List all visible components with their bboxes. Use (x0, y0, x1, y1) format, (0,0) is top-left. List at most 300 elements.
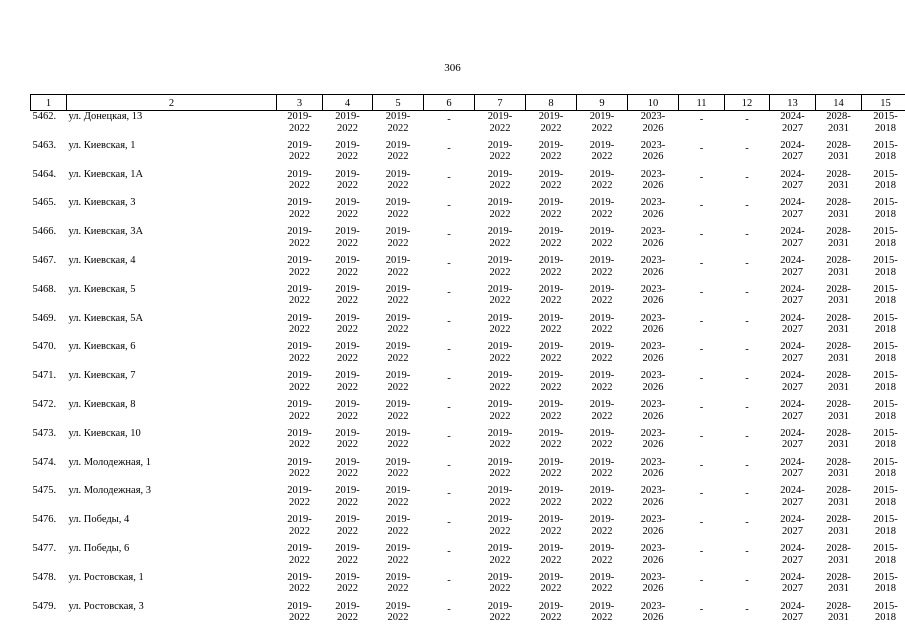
year-cell-col-4 (323, 284, 373, 313)
year-cell-col-4 (323, 572, 373, 601)
year-start: 2019- (287, 370, 312, 382)
year-cell-col-4 (323, 255, 373, 284)
year-end: 2018 (875, 439, 896, 451)
year-cell-col-3 (277, 370, 323, 399)
year-cell-col-12 (725, 399, 770, 428)
year-start: 2024- (780, 254, 805, 266)
year-cell-col-15 (862, 341, 905, 370)
year-end: 2022 (591, 295, 613, 307)
year-end: 2031 (828, 496, 849, 508)
year-end: 2031 (828, 352, 849, 364)
year-end: 2027 (782, 237, 803, 249)
year-cell-col-11 (679, 341, 725, 370)
year-end: 2022 (540, 122, 562, 134)
year-cell-col-9 (577, 313, 628, 342)
year-cell-col-7 (475, 169, 526, 198)
year-start: 2024- (780, 341, 805, 353)
year-cell-col-3 (277, 255, 323, 284)
year-start: 2019- (589, 111, 615, 122)
year-start: 2019- (385, 600, 411, 612)
year-end: 2022 (591, 151, 613, 163)
year-end: 2018 (875, 352, 896, 364)
year-cell-col-9 (577, 111, 628, 140)
year-cell-col-3 (277, 226, 323, 255)
year-cell-col-15 (862, 313, 905, 342)
year-end: 2027 (782, 324, 803, 336)
year-end: 2022 (289, 410, 310, 422)
year-start: 2023- (640, 197, 666, 209)
year-start: 2019- (385, 111, 411, 122)
year-cell-col-5 (373, 572, 424, 601)
year-end: 2022 (337, 208, 358, 220)
year-cell-col-5 (373, 140, 424, 169)
year-end: 2022 (289, 381, 310, 393)
year-end: 2022 (337, 439, 358, 451)
year-end: 2022 (289, 151, 310, 163)
row-number: 5479. (32, 600, 57, 612)
street-address: ул. Молодежная, 3 (68, 485, 152, 497)
year-start: 2015- (873, 312, 898, 324)
year-cell-col-7 (475, 399, 526, 428)
year-cell-col-9 (577, 399, 628, 428)
year-end: 2022 (591, 583, 613, 595)
year-cell-col-7 (475, 514, 526, 543)
year-cell-col-5 (373, 601, 424, 630)
year-cell-col-10 (628, 313, 679, 342)
year-start: 2024- (780, 139, 805, 151)
year-start: 2019- (385, 283, 411, 295)
year-end: 2022 (591, 410, 613, 422)
year-cell-col-12 (725, 514, 770, 543)
year-end: 2022 (289, 237, 310, 249)
year-cell-col-15 (862, 543, 905, 572)
row-number: 5476. (32, 514, 57, 526)
year-start: 2019- (335, 427, 360, 439)
year-cell-col-4 (323, 226, 373, 255)
year-cell-col-4 (323, 197, 373, 226)
year-cell-col-7 (475, 370, 526, 399)
dash-value: - (699, 603, 704, 615)
year-cell-col-12 (725, 197, 770, 226)
year-end: 2022 (337, 266, 358, 278)
table-row (31, 140, 905, 169)
year-end: 2022 (337, 468, 358, 480)
year-start: 2019- (287, 600, 312, 612)
year-end: 2022 (540, 180, 562, 192)
year-end: 2022 (489, 324, 511, 336)
year-cell-col-14 (816, 370, 862, 399)
dash-value: - (447, 430, 451, 442)
year-start: 2019- (287, 111, 312, 122)
street-address: ул. Киевская, 5А (68, 312, 144, 324)
year-cell-col-9 (577, 601, 628, 630)
year-end: 2022 (387, 208, 409, 220)
year-start: 2019- (538, 542, 564, 554)
year-start: 2019- (287, 312, 312, 324)
year-start: 2019- (335, 398, 360, 410)
street-address: ул. Киевская, 3А (68, 226, 144, 238)
street-address: ул. Молодежная, 1 (68, 456, 152, 468)
year-start: 2019- (287, 254, 312, 266)
year-start: 2024- (780, 168, 805, 180)
year-end: 2022 (489, 237, 511, 249)
year-start: 2019- (487, 427, 513, 439)
year-start: 2019- (487, 485, 513, 497)
year-cell-col-5 (373, 543, 424, 572)
year-cell-col-6 (424, 255, 475, 284)
year-end: 2022 (387, 122, 409, 134)
year-cell-col-12 (725, 485, 770, 514)
year-end: 2026 (642, 324, 664, 336)
year-end: 2022 (591, 122, 613, 134)
year-cell-col-9 (577, 197, 628, 226)
year-cell-col-9 (577, 226, 628, 255)
year-start: 2019- (335, 254, 360, 266)
table-row (31, 428, 905, 457)
year-cell-col-3 (277, 313, 323, 342)
year-start: 2028- (826, 571, 851, 583)
year-end: 2031 (828, 583, 849, 595)
year-start: 2015- (873, 542, 898, 554)
dash-value: - (745, 545, 749, 557)
year-cell-col-5 (373, 514, 424, 543)
year-start: 2023- (640, 571, 666, 583)
year-cell-col-13 (770, 169, 816, 198)
year-end: 2018 (875, 410, 896, 422)
year-end: 2022 (387, 468, 409, 480)
dash-value: - (447, 545, 451, 557)
table-row (31, 313, 905, 342)
year-end: 2022 (540, 554, 562, 566)
year-start: 2019- (335, 370, 360, 382)
column-header-5: 5 (373, 95, 424, 111)
year-start: 2019- (538, 111, 564, 122)
year-start: 2019- (487, 600, 513, 612)
year-start: 2019- (487, 197, 513, 209)
year-cell-col-15 (862, 457, 905, 486)
year-start: 2024- (780, 370, 805, 382)
year-cell-col-8 (526, 284, 577, 313)
year-cell-col-6 (424, 341, 475, 370)
year-start: 2028- (826, 427, 851, 439)
year-cell-col-12 (725, 226, 770, 255)
year-cell-col-5 (373, 370, 424, 399)
year-cell-col-8 (526, 514, 577, 543)
row-number: 5467. (32, 254, 57, 266)
year-cell-col-4 (323, 514, 373, 543)
year-start: 2019- (385, 485, 411, 497)
year-cell-col-5 (373, 197, 424, 226)
year-cell-col-5 (373, 313, 424, 342)
year-cell-col-8 (526, 313, 577, 342)
year-start: 2015- (873, 398, 898, 410)
year-end: 2027 (782, 381, 803, 393)
year-start: 2019- (538, 600, 564, 612)
year-start: 2019- (335, 542, 360, 554)
dash-value: - (745, 430, 749, 442)
year-end: 2022 (337, 122, 358, 134)
year-end: 2027 (782, 554, 803, 566)
year-cell-col-12 (725, 341, 770, 370)
year-start: 2024- (780, 398, 805, 410)
year-cell-col-9 (577, 514, 628, 543)
year-end: 2022 (337, 180, 358, 192)
year-start: 2019- (487, 571, 513, 583)
year-start: 2019- (385, 226, 411, 238)
year-start: 2019- (487, 168, 513, 180)
year-end: 2026 (642, 295, 664, 307)
dash-value: - (447, 574, 451, 586)
year-cell-col-4 (323, 313, 373, 342)
dash-value: - (447, 257, 451, 269)
year-end: 2026 (642, 439, 664, 451)
row-number: 5471. (32, 370, 57, 382)
year-start: 2015- (873, 341, 898, 353)
year-end: 2022 (337, 381, 358, 393)
year-end: 2022 (540, 583, 562, 595)
year-end: 2022 (289, 554, 310, 566)
year-end: 2022 (387, 410, 409, 422)
year-cell-col-5 (373, 226, 424, 255)
street-address: ул. Киевская, 10 (68, 427, 141, 439)
year-end: 2018 (875, 266, 896, 278)
year-start: 2019- (589, 427, 615, 439)
year-cell-col-13 (770, 543, 816, 572)
dash-value: - (447, 373, 451, 385)
column-header-11: 11 (679, 95, 725, 111)
year-end: 2022 (540, 496, 562, 508)
dash-value: - (699, 114, 704, 125)
year-end: 2022 (540, 612, 562, 624)
year-start: 2019- (385, 312, 411, 324)
year-end: 2027 (782, 410, 803, 422)
street-address: ул. Киевская, 3 (68, 197, 136, 209)
year-start: 2019- (589, 542, 615, 554)
year-cell-col-7 (475, 543, 526, 572)
year-cell-col-6 (424, 485, 475, 514)
year-cell-col-4 (323, 428, 373, 457)
year-end: 2027 (782, 151, 803, 163)
year-start: 2019- (287, 283, 312, 295)
column-header-2: 2 (67, 95, 277, 111)
year-cell-col-10 (628, 197, 679, 226)
year-start: 2024- (780, 542, 805, 554)
year-cell-col-15 (862, 485, 905, 514)
year-end: 2022 (387, 324, 409, 336)
year-cell-col-10 (628, 169, 679, 198)
year-cell-col-6 (424, 370, 475, 399)
dash-value: - (745, 488, 749, 500)
dash-value: - (745, 373, 749, 385)
year-end: 2026 (642, 583, 664, 595)
year-end: 2022 (489, 583, 511, 595)
year-cell-col-8 (526, 601, 577, 630)
year-cell-col-6 (424, 543, 475, 572)
dash-value: - (447, 315, 451, 327)
year-end: 2022 (489, 352, 511, 364)
column-header-7: 7 (475, 95, 526, 111)
dash-value: - (447, 488, 451, 500)
table-row (31, 197, 905, 226)
year-end: 2022 (489, 525, 511, 537)
row-number: 5466. (32, 226, 57, 238)
year-start: 2019- (385, 197, 411, 209)
year-start: 2019- (385, 456, 411, 468)
dash-value: - (745, 574, 749, 586)
street-address: ул. Победы, 6 (68, 542, 130, 554)
year-cell-col-8 (526, 111, 577, 140)
street-address: ул. Победы, 4 (68, 514, 130, 526)
year-start: 2024- (780, 283, 805, 295)
dash-value: - (699, 373, 704, 385)
year-cell-col-3 (277, 140, 323, 169)
column-header-15: 15 (862, 95, 905, 111)
year-end: 2031 (828, 180, 849, 192)
dash-value: - (699, 257, 704, 269)
dash-value: - (447, 517, 451, 529)
year-end: 2022 (289, 583, 310, 595)
column-header-1: 1 (31, 95, 67, 111)
year-cell-col-5 (373, 111, 424, 140)
year-cell-col-4 (323, 140, 373, 169)
year-end: 2022 (540, 151, 562, 163)
year-start: 2019- (487, 283, 513, 295)
year-cell-col-4 (323, 169, 373, 198)
year-end: 2018 (875, 381, 896, 393)
year-cell-col-14 (816, 399, 862, 428)
year-start: 2028- (826, 514, 851, 526)
year-start: 2015- (873, 600, 898, 612)
year-cell-col-9 (577, 255, 628, 284)
year-end: 2018 (875, 151, 896, 163)
year-cell-col-6 (424, 313, 475, 342)
year-cell-col-10 (628, 543, 679, 572)
column-header-3: 3 (277, 95, 323, 111)
row-number: 5474. (32, 456, 57, 468)
year-cell-col-14 (816, 111, 862, 140)
year-start: 2023- (640, 226, 666, 238)
year-start: 2019- (287, 341, 312, 353)
year-start: 2028- (826, 197, 851, 209)
year-start: 2019- (538, 168, 564, 180)
year-start: 2019- (589, 485, 615, 497)
year-cell-col-4 (323, 457, 373, 486)
year-start: 2019- (335, 600, 360, 612)
year-end: 2026 (642, 266, 664, 278)
dash-value: - (447, 171, 451, 183)
dash-value: - (447, 142, 451, 154)
year-cell-col-8 (526, 543, 577, 572)
year-cell-col-8 (526, 169, 577, 198)
year-cell-col-12 (725, 457, 770, 486)
year-start: 2024- (780, 456, 805, 468)
year-start: 2019- (335, 312, 360, 324)
year-end: 2022 (489, 410, 511, 422)
year-start: 2023- (640, 341, 666, 353)
year-start: 2028- (826, 312, 851, 324)
year-cell-col-12 (725, 140, 770, 169)
year-end: 2026 (642, 496, 664, 508)
year-start: 2019- (538, 312, 564, 324)
year-cell-col-10 (628, 284, 679, 313)
year-end: 2018 (875, 295, 896, 307)
row-number: 5469. (32, 312, 57, 324)
year-end: 2018 (875, 525, 896, 537)
year-cell-col-4 (323, 399, 373, 428)
dash-value: - (447, 603, 451, 615)
year-end: 2022 (489, 151, 511, 163)
year-start: 2019- (589, 600, 615, 612)
year-cell-col-6 (424, 514, 475, 543)
year-cell-col-6 (424, 457, 475, 486)
year-end: 2022 (387, 525, 409, 537)
table-row (31, 485, 905, 514)
year-cell-col-10 (628, 399, 679, 428)
year-end: 2018 (875, 237, 896, 249)
year-cell-col-3 (277, 341, 323, 370)
year-start: 2019- (385, 571, 411, 583)
year-start: 2019- (385, 398, 411, 410)
year-start: 2019- (385, 341, 411, 353)
year-end: 2022 (387, 295, 409, 307)
year-end: 2026 (642, 180, 664, 192)
year-start: 2019- (385, 370, 411, 382)
year-start: 2023- (640, 542, 666, 554)
year-cell-col-6 (424, 601, 475, 630)
year-start: 2019- (287, 139, 312, 151)
year-start: 2024- (780, 111, 805, 122)
year-cell-col-10 (628, 572, 679, 601)
year-cell-col-13 (770, 370, 816, 399)
column-header-6: 6 (424, 95, 475, 111)
year-cell-col-14 (816, 197, 862, 226)
year-cell-col-8 (526, 457, 577, 486)
row-number: 5470. (32, 341, 57, 353)
year-end: 2022 (387, 439, 409, 451)
year-cell-col-13 (770, 601, 816, 630)
table-row (31, 572, 905, 601)
year-end: 2026 (642, 352, 664, 364)
year-cell-col-8 (526, 341, 577, 370)
year-start: 2019- (487, 111, 513, 122)
year-cell-col-12 (725, 543, 770, 572)
year-cell-col-3 (277, 399, 323, 428)
year-cell-col-13 (770, 485, 816, 514)
row-number: 5475. (32, 485, 57, 497)
year-cell-col-7 (475, 255, 526, 284)
table-row (31, 169, 905, 198)
year-cell-col-13 (770, 399, 816, 428)
year-cell-col-6 (424, 197, 475, 226)
column-header-12: 12 (725, 95, 770, 111)
year-cell-col-10 (628, 140, 679, 169)
header-row (31, 95, 905, 111)
year-end: 2031 (828, 208, 849, 220)
year-cell-col-3 (277, 428, 323, 457)
dash-value: - (699, 488, 704, 500)
dash-value: - (699, 200, 704, 212)
year-cell-col-12 (725, 370, 770, 399)
year-end: 2022 (591, 266, 613, 278)
dash-value: - (447, 401, 451, 413)
year-cell-col-4 (323, 485, 373, 514)
table-row (31, 111, 905, 140)
year-end: 2022 (337, 612, 358, 624)
dash-value: - (745, 517, 749, 529)
year-start: 2019- (385, 168, 411, 180)
year-start: 2024- (780, 514, 805, 526)
year-start: 2028- (826, 600, 851, 612)
